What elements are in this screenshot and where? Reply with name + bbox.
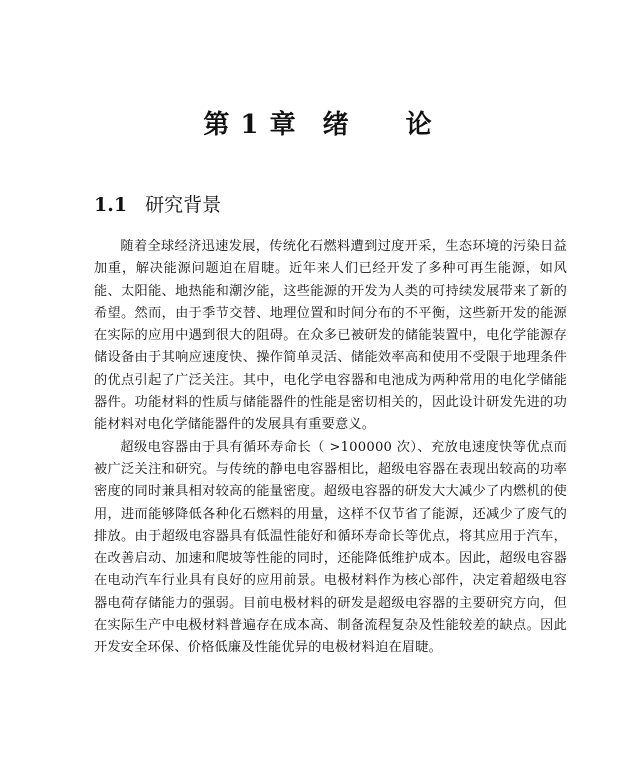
paragraph: 超级电容器由于具有循环寿命长（ >100000 次）、充放电速度快等优点而被广泛关注和研究。与传统的静电电容器相比，超级电容器在表现出较高的功率密度的同时兼具相对较高的能量密度。超级电容器的研发大大减少了内燃机的使用，进而能够降低各种化石燃料的用量，这样不仅节省了能源，还减少了废气的排放。由于超级电容器具有低温性能好和循环寿命长等优点，将其应用于汽车，在改善启动、加速和爬坡等性能的同时，还能降低维护成本。因此，超级电容器在电动汽车行业具有良好的应用前景。电极材料作为核心部件，决定着超级电容器电荷存储能力的强弱。目前电极材料的研发是超级电容器的主要研究方向，但在实际生产中电极材料普遍存在成本高、制备流程复杂及性能较差的缺点。因此开发安全环保、价格低廉及性能优异的电极材料迫在眉睫。 bbox=[94, 439, 567, 656]
section-heading bbox=[94, 190, 221, 217]
chapter-number-label: 第 1 章 bbox=[203, 110, 297, 140]
chapter-title-char-1: 绪 bbox=[322, 110, 350, 140]
paragraph: 随着全球经济迅速发展，传统化石燃料遭到过度开采，生态环境的污染日益加重，解决能源问题迫在眉睫。近年来人们已经开发了多种可再生能源，如风能、太阳能、地热能和潮汐能，这些能源的开发为人类的可持续发展带来了新的希望。然而，由于季节交替、地理位置和时间分布的不平衡，这些新开发的能源在实际的应用中遇到很大的阻碍。在众多已被研发的储能装置中，电化学能源存储设备由于其响应速度快、操作简单灵活、储能效率高和使用不受限于地理条件的优点引起了广泛关注。其中，电化学电容器和电池成为两种常用的电化学储能器件。功能材料的性质与储能器件的性能是密切相关的，因此设计研发先进的功能材料对电化学储能器件的发展具有重要意义。 bbox=[94, 239, 567, 433]
chapter-title bbox=[0, 104, 636, 141]
body-text bbox=[94, 236, 567, 660]
section-number: 1.1 bbox=[94, 194, 128, 216]
chapter-title-char-2: 论 bbox=[405, 110, 433, 140]
section-title: 研究背景 bbox=[145, 194, 222, 216]
